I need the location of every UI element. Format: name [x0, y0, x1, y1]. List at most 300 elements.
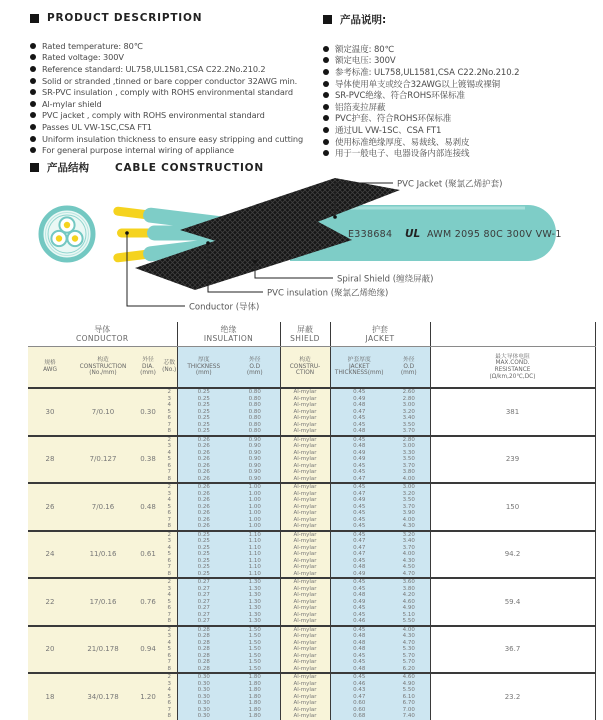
bullet-dot-icon — [323, 69, 329, 75]
cell-cores: 6 — [162, 463, 177, 470]
cell-shield-construction: Al-mylar — [280, 504, 330, 511]
cell-shield-construction: Al-mylar — [280, 586, 330, 593]
cell-jacket-od: 2.80 — [388, 436, 430, 444]
cell-shield-construction: Al-mylar — [280, 558, 330, 565]
cell-resistance: 59.4 — [430, 578, 595, 626]
cell-ins-od: 1.30 — [230, 605, 280, 612]
cell-awg: 28 — [28, 436, 72, 484]
cell-jacket-od: 4.00 — [388, 476, 430, 484]
cell-ins-od: 1.10 — [230, 564, 280, 571]
cell-shield-construction: Al-mylar — [280, 545, 330, 552]
col-header-ins-thickness: 厚度 THICKNESS (mm) — [177, 347, 230, 389]
cell-ins-thickness: 0.30 — [177, 687, 230, 694]
bullet-dot-icon — [30, 136, 36, 142]
cell-ins-thickness: 0.25 — [177, 571, 230, 579]
cell-dia: 0.76 — [134, 578, 162, 626]
cell-cores: 3 — [162, 538, 177, 545]
cell-ins-thickness: 0.28 — [177, 633, 230, 640]
cell-jacket-thickness: 0.45 — [330, 523, 388, 531]
cell-jacket-thickness: 0.45 — [330, 436, 388, 444]
cell-jacket-od: 4.60 — [388, 599, 430, 606]
bullet-text: SR-PVC绝缘、符合ROHS环保标准 — [335, 91, 465, 102]
cell-ins-od: 1.50 — [230, 626, 280, 634]
group-header-row — [28, 322, 595, 347]
cell-shield-construction: Al-mylar — [280, 456, 330, 463]
cell-cores: 2 — [162, 531, 177, 539]
bullet-text: Passes UL VW-1SC,CSA FT1 — [42, 121, 152, 132]
insulation-label: PVC insulation (聚氯乙烯绝缘) — [267, 288, 389, 299]
cell-jacket-thickness: 0.45 — [330, 605, 388, 612]
conductor-label: Conductor (导体) — [189, 302, 260, 313]
cell-shield-construction: Al-mylar — [280, 694, 330, 701]
cell-cores: 5 — [162, 646, 177, 653]
cell-cores: 2 — [162, 388, 177, 396]
bullet-item — [30, 98, 320, 110]
bullet-text: Solid or stranded ,tinned or bare copper conductor 32AWG min. — [42, 75, 298, 86]
spec-row — [28, 483, 595, 491]
cell-cores: 7 — [162, 707, 177, 714]
cell-jacket-thickness: 0.45 — [330, 422, 388, 429]
bullet-item — [323, 43, 598, 55]
cell-shield-construction: Al-mylar — [280, 659, 330, 666]
cell-ins-thickness: 0.27 — [177, 599, 230, 606]
cell-ins-thickness: 0.28 — [177, 626, 230, 634]
cell-ins-thickness: 0.30 — [177, 713, 230, 720]
cell-jacket-od: 4.30 — [388, 558, 430, 565]
cell-ins-thickness: 0.27 — [177, 586, 230, 593]
spec-row — [28, 436, 595, 444]
bullet-dot-icon — [323, 57, 329, 63]
spec-table-body — [28, 388, 595, 720]
cell-ins-od: 1.00 — [230, 483, 280, 491]
cell-shield-construction: Al-mylar — [280, 409, 330, 416]
cell-jacket-thickness: 0.47 — [330, 476, 388, 484]
spec-row — [28, 388, 595, 396]
group-header-conductor: 导体 CONDUCTOR — [28, 322, 177, 347]
cell-ins-od: 1.50 — [230, 633, 280, 640]
cell-ins-od: 0.90 — [230, 463, 280, 470]
bullet-text: 使用标准绝缘厚度、易裁线、易剥皮 — [335, 137, 470, 148]
cell-dia: 0.94 — [134, 626, 162, 674]
cell-ins-od: 1.80 — [230, 694, 280, 701]
cell-jacket-od: 3.50 — [388, 456, 430, 463]
cell-shield-construction: Al-mylar — [280, 666, 330, 674]
cell-jacket-thickness: 0.60 — [330, 700, 388, 707]
cell-ins-thickness: 0.30 — [177, 700, 230, 707]
cell-shield-construction: Al-mylar — [280, 605, 330, 612]
cell-jacket-thickness: 0.48 — [330, 666, 388, 674]
cell-cores: 5 — [162, 409, 177, 416]
cell-shield-construction: Al-mylar — [280, 436, 330, 444]
cell-awg: 22 — [28, 578, 72, 626]
cell-jacket-thickness: 0.45 — [330, 578, 388, 586]
cell-ins-thickness: 0.28 — [177, 666, 230, 674]
cell-ins-od: 0.90 — [230, 456, 280, 463]
bullet-dot-icon — [323, 104, 329, 110]
bullet-text: PVC jacket , comply with ROHS environmental standard — [42, 110, 265, 121]
cell-jacket-od: 4.00 — [388, 626, 430, 634]
spec-row — [28, 626, 595, 634]
cell-jacket-thickness: 0.45 — [330, 531, 388, 539]
cell-jacket-od: 3.00 — [388, 483, 430, 491]
cell-cores: 8 — [162, 618, 177, 626]
cell-jacket-thickness: 0.47 — [330, 551, 388, 558]
cell-ins-od: 1.10 — [230, 531, 280, 539]
cell-jacket-od: 5.30 — [388, 646, 430, 653]
bullet-dot-icon — [323, 139, 329, 145]
cell-jacket-od: 4.00 — [388, 517, 430, 524]
cell-ins-od: 1.30 — [230, 599, 280, 606]
cable-cross-section-diagram — [38, 205, 96, 263]
cell-jacket-od: 3.40 — [388, 415, 430, 422]
group-header-spacer — [430, 322, 595, 347]
bullet-text: 额定温度: 80℃ — [335, 44, 395, 55]
bullet-dot-icon — [323, 115, 329, 121]
cell-jacket-thickness: 0.47 — [330, 545, 388, 552]
cell-jacket-thickness: 0.49 — [330, 456, 388, 463]
cell-awg: 30 — [28, 388, 72, 436]
cell-ins-od: 1.00 — [230, 523, 280, 531]
col-header-awg: 规格 AWG — [28, 347, 72, 389]
cell-ins-od: 1.80 — [230, 713, 280, 720]
cell-cores: 3 — [162, 681, 177, 688]
bullet-dot-icon — [30, 89, 36, 95]
cell-shield-construction: Al-mylar — [280, 551, 330, 558]
cell-jacket-thickness: 0.48 — [330, 428, 388, 436]
col-header-construction: 构造 CONSTRUCTION (No./mm) — [72, 347, 134, 389]
bullet-text: 铝箔麦拉屏蔽 — [335, 102, 386, 113]
cell-resistance: 381 — [430, 388, 595, 436]
cell-shield-construction: Al-mylar — [280, 443, 330, 450]
square-bullet-icon — [323, 15, 332, 24]
cell-resistance: 239 — [430, 436, 595, 484]
cell-cores: 3 — [162, 633, 177, 640]
cell-cores: 6 — [162, 653, 177, 660]
cell-construction: 7/0.127 — [72, 436, 134, 484]
cell-shield-construction: Al-mylar — [280, 707, 330, 714]
jacket-print-cert: E338684 — [348, 229, 393, 240]
cell-shield-construction: Al-mylar — [280, 618, 330, 626]
cell-cores: 6 — [162, 510, 177, 517]
cell-jacket-thickness: 0.45 — [330, 586, 388, 593]
cell-construction: 7/0.16 — [72, 483, 134, 531]
cell-cores: 6 — [162, 700, 177, 707]
cell-jacket-thickness: 0.45 — [330, 504, 388, 511]
cell-jacket-od: 5.50 — [388, 618, 430, 626]
cell-shield-construction: Al-mylar — [280, 476, 330, 484]
bullet-item — [323, 89, 598, 101]
col-header-shield-construction: 构造 CONSTRU- CTION — [280, 347, 330, 389]
cell-ins-thickness: 0.26 — [177, 491, 230, 498]
cell-construction: 17/0.16 — [72, 578, 134, 626]
cell-resistance: 94.2 — [430, 531, 595, 579]
cell-cores: 5 — [162, 456, 177, 463]
cell-shield-construction: Al-mylar — [280, 612, 330, 619]
cell-shield-construction: Al-mylar — [280, 578, 330, 586]
cell-cores: 8 — [162, 571, 177, 579]
cell-jacket-thickness: 0.45 — [330, 517, 388, 524]
spec-row — [28, 578, 595, 586]
cell-cores: 8 — [162, 428, 177, 436]
cell-cores: 5 — [162, 599, 177, 606]
cell-ins-od: 0.90 — [230, 476, 280, 484]
cell-jacket-od: 4.60 — [388, 673, 430, 681]
cell-cores: 6 — [162, 605, 177, 612]
cell-ins-od: 1.10 — [230, 545, 280, 552]
cell-shield-construction: Al-mylar — [280, 402, 330, 409]
cell-jacket-thickness: 0.48 — [330, 646, 388, 653]
bullet-text: 参考标准: UL758,UL1581,CSA C22.2No.210.2 — [335, 67, 520, 78]
bullet-dot-icon — [323, 127, 329, 133]
bullet-text: 额定电压: 300V — [335, 56, 396, 67]
cell-construction: 21/0.178 — [72, 626, 134, 674]
cell-shield-construction: Al-mylar — [280, 388, 330, 396]
bullet-dot-icon — [30, 54, 36, 60]
cell-jacket-od: 3.50 — [388, 422, 430, 429]
cell-jacket-thickness: 0.68 — [330, 713, 388, 720]
cell-jacket-od: 7.40 — [388, 713, 430, 720]
cell-cores: 8 — [162, 713, 177, 720]
cell-jacket-od: 5.70 — [388, 659, 430, 666]
jacket-print-spec: AWM 2095 80C 300V VW-1 — [427, 229, 562, 240]
bullet-item — [323, 55, 598, 67]
cell-jacket-thickness: 0.45 — [330, 653, 388, 660]
cell-jacket-thickness: 0.45 — [330, 483, 388, 491]
cell-cores: 5 — [162, 694, 177, 701]
cell-jacket-thickness: 0.45 — [330, 673, 388, 681]
bullet-item — [30, 121, 320, 133]
cell-ins-od: 1.80 — [230, 707, 280, 714]
cell-ins-thickness: 0.27 — [177, 618, 230, 626]
col-header-jacket-thickness: 护套厚度 JACKET THICKNESS(mm) — [330, 347, 388, 389]
cell-jacket-od: 3.40 — [388, 538, 430, 545]
cell-jacket-thickness: 0.49 — [330, 599, 388, 606]
cell-jacket-od: 2.60 — [388, 388, 430, 396]
group-header-shield: 屏蔽 SHIELD — [280, 322, 330, 347]
cell-ins-od: 1.00 — [230, 504, 280, 511]
cell-ins-thickness: 0.30 — [177, 694, 230, 701]
cell-ins-od: 1.30 — [230, 586, 280, 593]
cell-ins-od: 0.80 — [230, 428, 280, 436]
bullet-text: For general purpose internal wiring of appliance — [42, 145, 234, 156]
cell-ins-thickness: 0.26 — [177, 450, 230, 457]
cell-ins-thickness: 0.25 — [177, 545, 230, 552]
cell-jacket-thickness: 0.47 — [330, 409, 388, 416]
cell-jacket-od: 3.60 — [388, 578, 430, 586]
cell-shield-construction: Al-mylar — [280, 491, 330, 498]
bullet-dot-icon — [30, 124, 36, 130]
cell-shield-construction: Al-mylar — [280, 450, 330, 457]
cell-ins-od: 1.80 — [230, 700, 280, 707]
cell-ins-od: 0.80 — [230, 388, 280, 396]
bullet-item — [323, 101, 598, 113]
cell-ins-thickness: 0.26 — [177, 463, 230, 470]
cell-shield-construction: Al-mylar — [280, 633, 330, 640]
bullet-text: Rated voltage: 300V — [42, 52, 124, 63]
cell-ins-od: 0.80 — [230, 415, 280, 422]
cell-resistance: 150 — [430, 483, 595, 531]
bullet-item — [323, 78, 598, 90]
bullet-dot-icon — [323, 81, 329, 87]
cell-shield-construction: Al-mylar — [280, 523, 330, 531]
cell-cores: 8 — [162, 476, 177, 484]
cell-cores: 8 — [162, 666, 177, 674]
cell-ins-thickness: 0.25 — [177, 564, 230, 571]
cell-jacket-thickness: 0.49 — [330, 396, 388, 403]
cell-ins-thickness: 0.25 — [177, 531, 230, 539]
cell-jacket-thickness: 0.45 — [330, 415, 388, 422]
cell-ins-thickness: 0.25 — [177, 551, 230, 558]
cell-jacket-od: 3.30 — [388, 450, 430, 457]
cell-jacket-od: 4.50 — [388, 564, 430, 571]
cell-jacket-od: 3.70 — [388, 428, 430, 436]
cell-jacket-od: 5.70 — [388, 653, 430, 660]
cell-ins-thickness: 0.25 — [177, 388, 230, 396]
cell-jacket-thickness: 0.49 — [330, 497, 388, 504]
cell-ins-od: 1.30 — [230, 618, 280, 626]
cell-jacket-od: 6.70 — [388, 700, 430, 707]
cell-jacket-od: 4.90 — [388, 605, 430, 612]
bullet-item — [323, 147, 598, 159]
cell-jacket-thickness: 0.43 — [330, 687, 388, 694]
cell-ins-thickness: 0.26 — [177, 504, 230, 511]
bullet-dot-icon — [30, 66, 36, 72]
bullet-item — [323, 66, 598, 78]
bullet-item — [323, 136, 598, 148]
bullet-dot-icon — [323, 92, 329, 98]
cell-ins-od: 1.10 — [230, 558, 280, 565]
cell-jacket-od: 4.00 — [388, 551, 430, 558]
cell-ins-od: 1.10 — [230, 538, 280, 545]
cell-cores: 2 — [162, 673, 177, 681]
product-description-section — [30, 12, 320, 156]
cell-shield-construction: Al-mylar — [280, 700, 330, 707]
bullet-dot-icon — [323, 150, 329, 156]
cell-shield-construction: Al-mylar — [280, 469, 330, 476]
bullet-item — [30, 75, 320, 87]
bullet-item — [30, 133, 320, 145]
spec-table-section — [28, 322, 595, 720]
cell-jacket-thickness: 0.45 — [330, 612, 388, 619]
bullet-text: 通过UL VW-1SC、CSA FT1 — [335, 125, 442, 136]
cell-cores: 4 — [162, 402, 177, 409]
cell-jacket-od: 3.00 — [388, 402, 430, 409]
cell-jacket-od: 3.70 — [388, 545, 430, 552]
cell-ins-od: 1.30 — [230, 612, 280, 619]
cell-ins-thickness: 0.25 — [177, 396, 230, 403]
cell-construction: 34/0.178 — [72, 673, 134, 720]
cell-ins-od: 1.30 — [230, 578, 280, 586]
bullet-item — [30, 40, 320, 52]
jacket-label: PVC Jacket (聚氯乙烯护套) — [397, 179, 503, 190]
cell-jacket-od: 4.90 — [388, 681, 430, 688]
cell-jacket-od: 3.50 — [388, 497, 430, 504]
shield-label: Spiral Shield (缠绕屏蔽) — [337, 274, 434, 285]
cell-ins-od: 0.80 — [230, 402, 280, 409]
jacket-ring — [41, 208, 93, 260]
cell-shield-construction: Al-mylar — [280, 592, 330, 599]
cell-ins-od: 0.80 — [230, 422, 280, 429]
cell-ins-od: 1.00 — [230, 517, 280, 524]
cell-shield-construction: Al-mylar — [280, 571, 330, 579]
cell-shield-construction: Al-mylar — [280, 428, 330, 436]
cell-cores: 7 — [162, 659, 177, 666]
col-header-resistance: 最大导体电阻 MAX.COND. RESISTANCE (Ω/km,20℃,DC) — [430, 347, 595, 389]
cell-ins-thickness: 0.26 — [177, 497, 230, 504]
product-description-heading — [30, 12, 320, 24]
cell-shield-construction: Al-mylar — [280, 599, 330, 606]
cell-jacket-thickness: 0.45 — [330, 388, 388, 396]
cell-jacket-thickness: 0.48 — [330, 633, 388, 640]
cell-jacket-od: 3.00 — [388, 443, 430, 450]
cell-dia: 0.48 — [134, 483, 162, 531]
cell-jacket-od: 6.10 — [388, 694, 430, 701]
bullet-text: 导体使用单支或绞合32AWG以上镀锡或裸铜 — [335, 79, 501, 90]
col-header-cores: 芯数 (No.) — [162, 347, 177, 389]
cell-ins-thickness: 0.30 — [177, 681, 230, 688]
product-notes-section — [323, 12, 598, 159]
cell-cores: 3 — [162, 396, 177, 403]
bullet-item — [30, 52, 320, 64]
cell-jacket-od: 5.10 — [388, 612, 430, 619]
cell-shield-construction: Al-mylar — [280, 687, 330, 694]
cell-jacket-thickness: 0.46 — [330, 618, 388, 626]
cell-ins-thickness: 0.27 — [177, 612, 230, 619]
cell-dia: 1.20 — [134, 673, 162, 720]
cell-cores: 7 — [162, 564, 177, 571]
cell-jacket-thickness: 0.48 — [330, 443, 388, 450]
cell-resistance: 23.2 — [430, 673, 595, 720]
cell-shield-construction: Al-mylar — [280, 517, 330, 524]
cell-ins-thickness: 0.27 — [177, 592, 230, 599]
cell-cores: 8 — [162, 523, 177, 531]
cell-ins-od: 0.80 — [230, 409, 280, 416]
cell-cores: 2 — [162, 626, 177, 634]
cell-jacket-od: 7.00 — [388, 707, 430, 714]
cell-ins-thickness: 0.30 — [177, 707, 230, 714]
cell-cores: 2 — [162, 578, 177, 586]
cell-jacket-od: 3.20 — [388, 491, 430, 498]
cell-jacket-od: 3.20 — [388, 531, 430, 539]
cell-construction: 11/0.16 — [72, 531, 134, 579]
cell-ins-od: 1.10 — [230, 571, 280, 579]
bullet-item — [30, 144, 320, 156]
cell-ins-thickness: 0.25 — [177, 422, 230, 429]
cell-cores: 3 — [162, 491, 177, 498]
bullet-text: 用于一般电子、电器设备内部连接线 — [335, 149, 470, 160]
product-notes-heading — [323, 12, 598, 27]
cell-jacket-od: 4.20 — [388, 592, 430, 599]
cell-ins-od: 1.00 — [230, 510, 280, 517]
bullet-text: Rated temperature: 80℃ — [42, 40, 143, 51]
cell-dia: 0.61 — [134, 531, 162, 579]
cell-jacket-thickness: 0.49 — [330, 450, 388, 457]
product-description-title: PRODUCT DESCRIPTION — [47, 12, 203, 24]
cell-cores: 4 — [162, 592, 177, 599]
cell-ins-od: 1.30 — [230, 592, 280, 599]
cell-construction: 7/0.10 — [72, 388, 134, 436]
cell-jacket-od: 4.70 — [388, 571, 430, 579]
cell-ins-thickness: 0.26 — [177, 436, 230, 444]
cell-shield-construction: Al-mylar — [280, 483, 330, 491]
product-notes-title: 产品说明: — [340, 14, 387, 26]
spec-table-head — [28, 322, 595, 388]
cell-cores: 4 — [162, 497, 177, 504]
bullet-text: SR-PVC insulation , comply with ROHS environmental standard — [42, 87, 293, 98]
cell-dia: 0.38 — [134, 436, 162, 484]
cell-ins-thickness: 0.26 — [177, 443, 230, 450]
cell-ins-od: 1.50 — [230, 659, 280, 666]
